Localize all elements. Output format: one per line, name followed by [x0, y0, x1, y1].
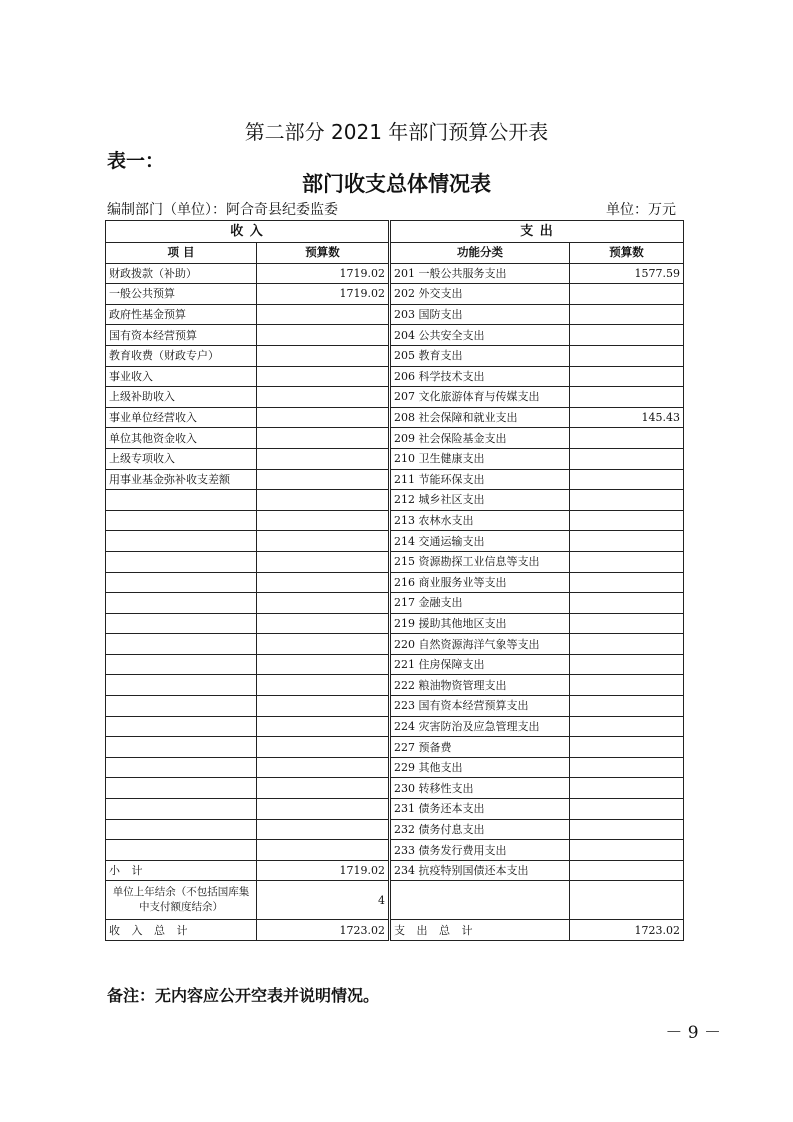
table-row — [106, 428, 684, 449]
empty-cell — [106, 696, 257, 717]
expense-item-label: 223 国有资本经营预算支出 — [390, 696, 570, 717]
expense-item-label: 205 教育支出 — [390, 345, 570, 366]
income-item-label: 用事业基金弥补收支差额 — [106, 469, 257, 490]
empty-cell — [257, 716, 390, 737]
compiler-unit-row — [107, 199, 682, 219]
expense-item-value — [570, 757, 684, 778]
expense-item-label: 208 社会保障和就业支出 — [390, 407, 570, 428]
empty-cell — [257, 819, 390, 840]
prior-balance-label: 单位上年结余（不包括国库集中支付额度结余） — [106, 881, 257, 920]
empty-cell — [106, 572, 257, 593]
income-item-value — [257, 366, 390, 387]
table-row — [106, 304, 684, 325]
expense-item-label: 210 卫生健康支出 — [390, 448, 570, 469]
empty-cell — [106, 531, 257, 552]
table-row — [106, 757, 684, 778]
table-label: 表一： — [107, 150, 165, 172]
expense-item-label: 229 其他支出 — [390, 757, 570, 778]
expense-item-value — [570, 778, 684, 799]
empty-cell — [257, 510, 390, 531]
table-title: 部门收支总体情况表 — [302, 172, 491, 196]
expense-item-value — [570, 613, 684, 634]
table-row — [106, 737, 684, 758]
expense-item-value — [570, 387, 684, 408]
empty-cell — [257, 675, 390, 696]
expense-item-value — [570, 696, 684, 717]
empty-cell — [257, 551, 390, 572]
income-total-label: 收 入 总 计 — [106, 920, 257, 941]
income-item-label: 一般公共预算 — [106, 284, 257, 305]
table-row — [106, 407, 684, 428]
income-item-label: 上级补助收入 — [106, 387, 257, 408]
empty-cell — [257, 654, 390, 675]
empty-cell — [106, 634, 257, 655]
expense-item-value — [570, 675, 684, 696]
empty-cell — [106, 819, 257, 840]
income-item-value — [257, 448, 390, 469]
expense-item-value — [570, 469, 684, 490]
empty-cell — [257, 490, 390, 511]
empty-cell — [106, 510, 257, 531]
expense-item-value — [570, 634, 684, 655]
expense-item-value — [570, 366, 684, 387]
budget-table-body — [106, 263, 684, 860]
income-item-value — [257, 469, 390, 490]
income-item-value — [257, 325, 390, 346]
expense-item-label: 231 债务还本支出 — [390, 799, 570, 820]
empty-cell — [257, 593, 390, 614]
empty-cell — [257, 737, 390, 758]
expense-item-label: 217 金融支出 — [390, 593, 570, 614]
table-row — [106, 696, 684, 717]
income-item-value — [257, 387, 390, 408]
budget-table — [105, 220, 684, 941]
expense-item-value — [570, 325, 684, 346]
expense-item-label: 209 社会保险基金支出 — [390, 428, 570, 449]
expense-item-label: 215 资源勘探工业信息等支出 — [390, 551, 570, 572]
expense-item-value — [570, 840, 684, 861]
income-item-label: 事业单位经营收入 — [106, 407, 257, 428]
table-row — [106, 510, 684, 531]
expense-item-value — [570, 551, 684, 572]
expense-total-value: 1723.02 — [570, 920, 684, 941]
table-row — [106, 469, 684, 490]
expense-item-label: 219 援助其他地区支出 — [390, 613, 570, 634]
prior-balance-row — [106, 881, 684, 920]
prior-balance-value: 4 — [257, 881, 390, 920]
empty-cell — [106, 799, 257, 820]
expense-item-label: 220 自然资源海洋气象等支出 — [390, 634, 570, 655]
empty-cell — [106, 675, 257, 696]
empty-cell — [106, 654, 257, 675]
expense-item-label: 233 债务发行费用支出 — [390, 840, 570, 861]
expense-item-value — [570, 819, 684, 840]
expense-item-label: 224 灾害防治及应急管理支出 — [390, 716, 570, 737]
expense-budget-column-header: 预算数 — [570, 243, 684, 264]
table-row — [106, 840, 684, 861]
table-row — [106, 345, 684, 366]
empty-cell — [106, 613, 257, 634]
empty-cell — [257, 696, 390, 717]
income-item-label: 单位其他资金收入 — [106, 428, 257, 449]
table-row — [106, 572, 684, 593]
part-title: 第二部分 2021 年部门预算公开表 — [244, 120, 549, 144]
expense-item-value — [570, 737, 684, 758]
total-row — [106, 920, 684, 941]
income-item-label: 国有资本经营预算 — [106, 325, 257, 346]
expense-item-label: 222 粮油物资管理支出 — [390, 675, 570, 696]
table-row — [106, 675, 684, 696]
expense-item-label: 202 外交支出 — [390, 284, 570, 305]
subtotal-value: 1719.02 — [257, 860, 390, 881]
expense-item-value — [570, 448, 684, 469]
expense-item-value — [570, 716, 684, 737]
table-row — [106, 490, 684, 511]
expense-item-label: 212 城乡社区支出 — [390, 490, 570, 511]
table-row — [106, 387, 684, 408]
empty-cell — [106, 551, 257, 572]
empty-cell — [257, 840, 390, 861]
income-item-label: 上级专项收入 — [106, 448, 257, 469]
empty-cell — [257, 572, 390, 593]
empty-cell — [106, 737, 257, 758]
expense-item-value — [570, 284, 684, 305]
subtotal-label: 小 计 — [106, 860, 257, 881]
empty-cell — [257, 778, 390, 799]
expense-item-value — [570, 304, 684, 325]
empty-cell — [106, 757, 257, 778]
empty-cell — [106, 716, 257, 737]
expense-section-header: 支 出 — [390, 221, 684, 243]
income-item-label: 教育收费（财政专户） — [106, 345, 257, 366]
empty-cell — [257, 531, 390, 552]
empty-cell — [257, 799, 390, 820]
expense-item-label: 234 抗疫特别国债还本支出 — [390, 860, 570, 881]
income-item-label: 事业收入 — [106, 366, 257, 387]
income-item-value — [257, 428, 390, 449]
table-row — [106, 366, 684, 387]
table-row — [106, 284, 684, 305]
table-row — [106, 325, 684, 346]
table-row — [106, 263, 684, 284]
function-class-column-header: 功能分类 — [390, 243, 570, 264]
table-row — [106, 448, 684, 469]
expense-item-value — [570, 510, 684, 531]
expense-item-value — [570, 428, 684, 449]
item-column-header: 项 目 — [106, 243, 257, 264]
expense-item-value — [570, 799, 684, 820]
income-item-value — [257, 407, 390, 428]
income-total-value: 1723.02 — [257, 920, 390, 941]
table-row — [106, 716, 684, 737]
expense-item-label: 201 一般公共服务支出 — [390, 263, 570, 284]
income-item-value — [257, 304, 390, 325]
income-item-value — [257, 345, 390, 366]
table-row — [106, 613, 684, 634]
empty-cell — [106, 593, 257, 614]
expense-item-value: 145.43 — [570, 407, 684, 428]
expense-item-label: 214 交通运输支出 — [390, 531, 570, 552]
income-item-label: 财政拨款（补助） — [106, 263, 257, 284]
expense-item-label: 216 商业服务业等支出 — [390, 572, 570, 593]
expense-item-label: 207 文化旅游体育与传媒支出 — [390, 387, 570, 408]
expense-item-label: 213 农林水支出 — [390, 510, 570, 531]
expense-item-label: 211 节能环保支出 — [390, 469, 570, 490]
empty-cell — [390, 881, 570, 920]
expense-item-label: 227 预备费 — [390, 737, 570, 758]
footnote: 备注：无内容应公开空表并说明情况。 — [107, 986, 380, 1005]
expense-item-value — [570, 654, 684, 675]
expense-item-value — [570, 593, 684, 614]
table-row — [106, 593, 684, 614]
empty-cell — [257, 757, 390, 778]
table-row — [106, 531, 684, 552]
expense-item-value — [570, 860, 684, 881]
income-budget-column-header: 预算数 — [257, 243, 390, 264]
expense-item-value — [570, 572, 684, 593]
expense-item-value: 1577.59 — [570, 263, 684, 284]
expense-item-label: 232 债务付息支出 — [390, 819, 570, 840]
table-row — [106, 778, 684, 799]
empty-cell — [106, 840, 257, 861]
expense-item-value — [570, 345, 684, 366]
subtotal-row — [106, 860, 684, 881]
table-row — [106, 551, 684, 572]
expense-item-label: 206 科学技术支出 — [390, 366, 570, 387]
expense-item-label: 203 国防支出 — [390, 304, 570, 325]
income-item-label: 政府性基金预算 — [106, 304, 257, 325]
empty-cell — [257, 613, 390, 634]
page-number: － 9 － — [665, 1023, 721, 1043]
empty-cell — [106, 490, 257, 511]
income-item-value: 1719.02 — [257, 263, 390, 284]
expense-total-label: 支 出 总 计 — [390, 920, 570, 941]
unit-label: 单位：万元 — [606, 202, 676, 218]
expense-item-label: 204 公共安全支出 — [390, 325, 570, 346]
compiler-label: 编制部门（单位）：阿合奇县纪委监委 — [107, 202, 338, 218]
expense-item-label: 221 住房保障支出 — [390, 654, 570, 675]
income-item-value: 1719.02 — [257, 284, 390, 305]
empty-cell — [257, 634, 390, 655]
expense-item-value — [570, 531, 684, 552]
empty-cell — [570, 881, 684, 920]
empty-cell — [106, 778, 257, 799]
expense-item-value — [570, 490, 684, 511]
expense-item-label: 230 转移性支出 — [390, 778, 570, 799]
table-row — [106, 654, 684, 675]
table-row — [106, 634, 684, 655]
table-row — [106, 799, 684, 820]
income-section-header: 收 入 — [106, 221, 390, 243]
table-row — [106, 819, 684, 840]
